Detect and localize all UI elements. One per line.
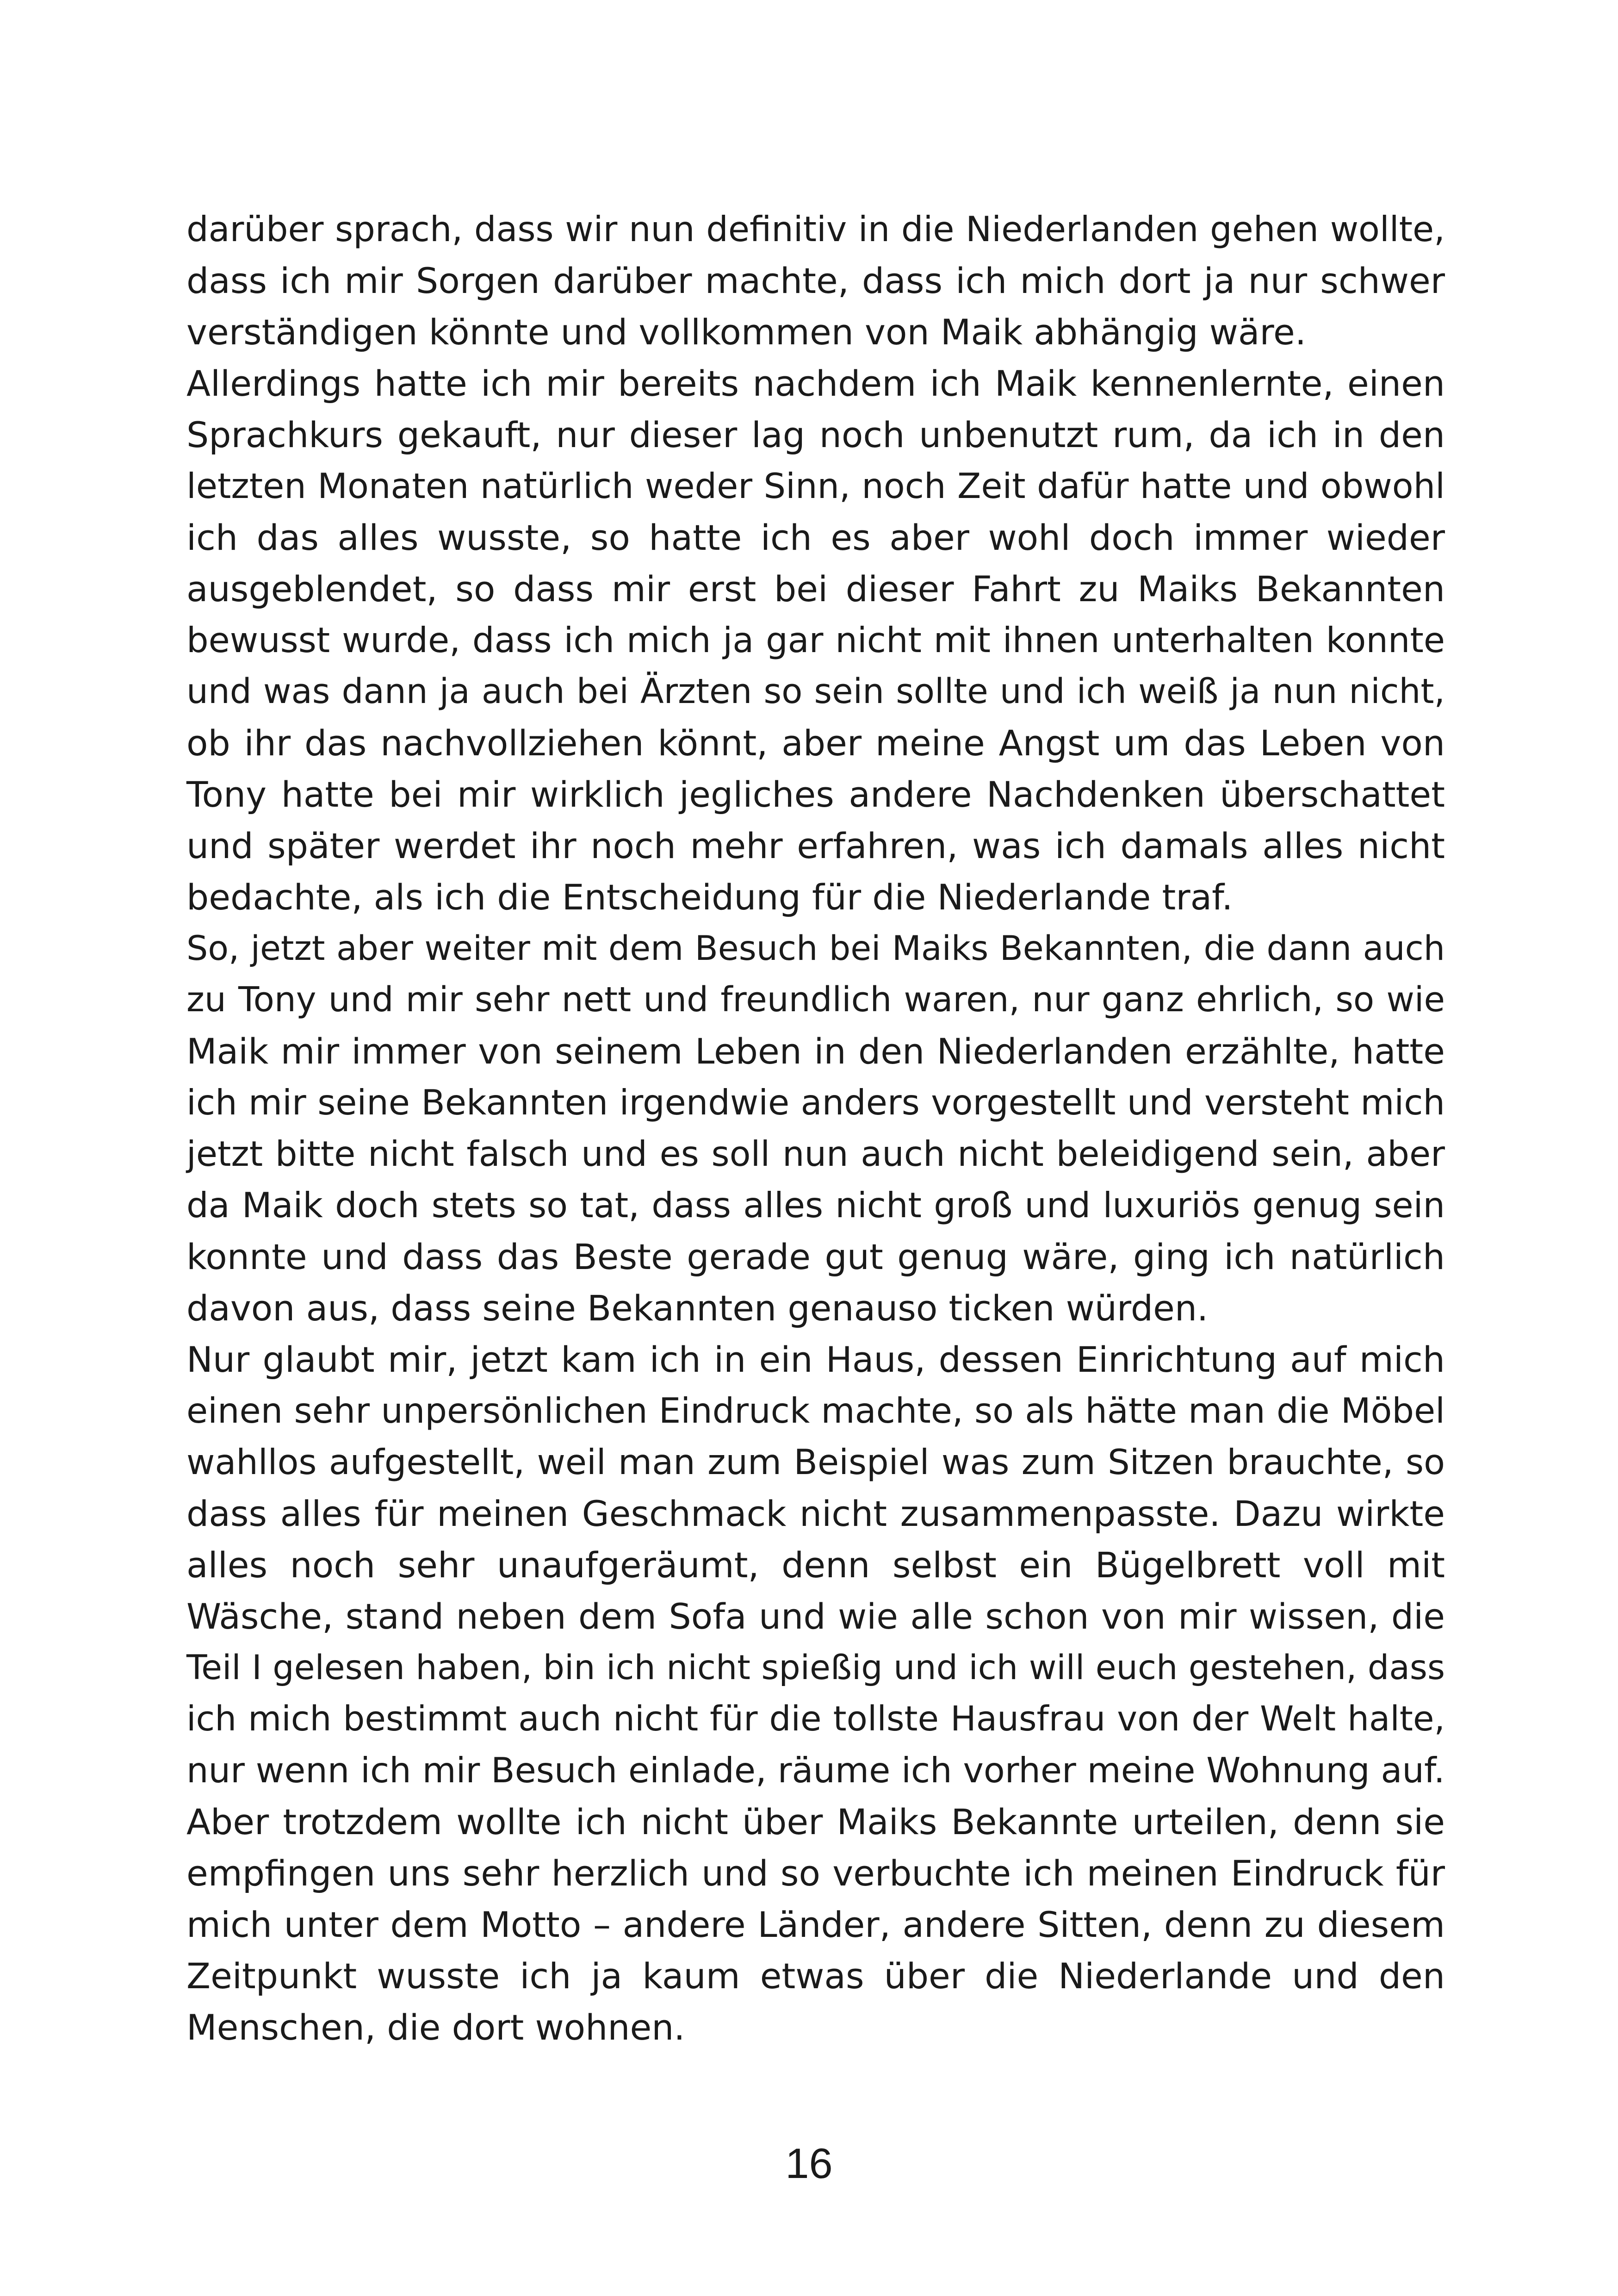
text-line: einen sehr unpersönlichen Eindruck machte, so als hätte man die Möbel (186, 1390, 1445, 1431)
page-number: 16 (785, 2140, 833, 2187)
text-line: da Maik doch stets so tat, dass alles nicht groß und luxuriös genug sein (186, 1185, 1445, 1226)
text-line: bedachte, als ich die Entscheidung für die Niederlande traf. (186, 877, 1233, 918)
text-line: Sprachkurs gekauft, nur dieser lag noch unbenutzt rum, da ich in den (186, 414, 1445, 455)
text-line: darüber sprach, dass wir nun definitiv in die Niederlanden gehen wollte, (186, 209, 1445, 249)
text-line: nur wenn ich mir Besuch einlade, räume ich vorher meine Wohnung auf. (186, 1750, 1445, 1791)
text-line: Nur glaubt mir, jetzt kam ich in ein Haus, dessen Einrichtung auf mich (186, 1339, 1445, 1380)
text-line: Allerdings hatte ich mir bereits nachdem ich Maik kennenlernte, einen (186, 363, 1445, 404)
text-line: dass alles für meinen Geschmack nicht zusammenpasste. Dazu wirkte (186, 1493, 1445, 1534)
text-line: empfingen uns sehr herzlich und so verbuchte ich meinen Eindruck für (186, 1853, 1445, 1894)
text-line: jetzt bitte nicht falsch und es soll nun auch nicht beleidigend sein, aber (186, 1133, 1445, 1174)
paragraph (186, 358, 1445, 923)
text-line: ich das alles wusste, so hatte ich es aber wohl doch immer wieder (186, 517, 1445, 558)
paragraph (186, 923, 1445, 1334)
text-line: Wäsche, stand neben dem Sofa und wie alle schon von mir wissen, die (186, 1596, 1445, 1637)
text-line: und was dann ja auch bei Ärzten so sein sollte und ich weiß ja nun nicht, (186, 672, 1445, 711)
text-line: ausgeblendet, so dass mir erst bei dieser Fahrt zu Maiks Bekannten (186, 568, 1445, 610)
text-line: Maik mir immer von seinem Leben in den Niederlanden erzählte, hatte (186, 1031, 1445, 1072)
text-line: So, jetzt aber weiter mit dem Besuch bei Maiks Bekannten, die dann auch (186, 929, 1445, 968)
text-line: Menschen, die dort wohnen. (186, 2007, 685, 2048)
text-line: bewusst wurde, dass ich mich ja gar nicht mit ihnen unterhalten konnte (186, 620, 1445, 660)
text-line: wahllos aufgestellt, weil man zum Beispiel was zum Sitzen brauchte, so (186, 1442, 1445, 1482)
text-line: und später werdet ihr noch mehr erfahren, was ich damals alles nicht (186, 825, 1445, 866)
text-line: Zeitpunkt wusste ich ja kaum etwas über die Niederlande und den (186, 1955, 1445, 1997)
text-line: Aber trotzdem wollte ich nicht über Maiks Bekannte urteilen, denn sie (186, 1801, 1445, 1842)
body-text (186, 204, 1445, 2053)
text-line: konnte und dass das Beste gerade gut genug wäre, ging ich natürlich (186, 1236, 1445, 1277)
text-line: ob ihr das nachvollziehen könnt, aber meine Angst um das Leben von (186, 722, 1445, 764)
text-line: ich mich bestimmt auch nicht für die tollste Hausfrau von der Welt halte, (186, 1699, 1445, 1739)
text-line: zu Tony und mir sehr nett und freundlich waren, nur ganz ehrlich, so wie (186, 980, 1445, 1020)
text-line: mich unter dem Motto – andere Länder, andere Sitten, denn zu diesem (186, 1904, 1445, 1945)
paragraph (186, 1334, 1445, 1796)
text-line: Teil I gelesen haben, bin ich nicht spießig und ich will euch gestehen, dass (186, 1648, 1445, 1687)
text-line: verständigen könnte und vollkommen von Maik abhängig wäre. (186, 311, 1306, 353)
text-line: letzten Monaten natürlich weder Sinn, noch Zeit dafür hatte und obwohl (186, 466, 1445, 506)
text-line: dass ich mir Sorgen darüber machte, dass ich mich dort ja nur schwer (186, 260, 1445, 301)
paragraph (186, 204, 1445, 358)
text-line: ich mir seine Bekannten irgendwie anders vorgestellt und versteht mich (186, 1082, 1445, 1123)
paragraph (186, 1796, 1445, 2053)
text-line: davon aus, dass seine Bekannten genauso ticken würden. (186, 1288, 1209, 1329)
text-line: Tony hatte bei mir wirklich jegliches andere Nachdenken überschattet (186, 774, 1445, 815)
text-line: alles noch sehr unaufgeräumt, denn selbst ein Bügelbrett voll mit (186, 1544, 1445, 1586)
